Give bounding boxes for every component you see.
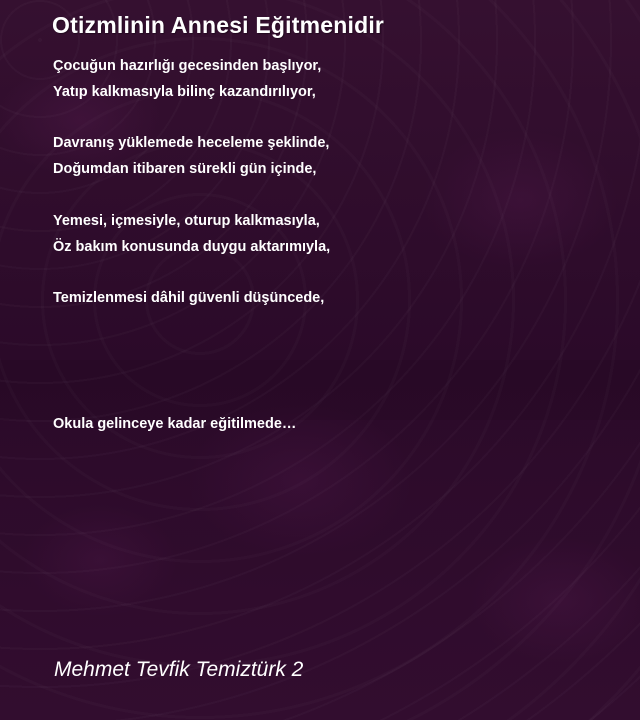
poem-line: Öz bakım konusunda duygu aktarımıyla, (53, 239, 331, 255)
stanza-2 (53, 130, 329, 182)
stanza-3 (53, 208, 330, 260)
poem-line: Davranış yüklemede heceleme şeklinde, (53, 135, 330, 151)
stanza-4 (53, 285, 324, 311)
poem-title: Otizmlinin Annesi Eğitmenidir (52, 12, 385, 38)
stanza-5 (53, 411, 296, 437)
poem-line: Okula gelinceye kadar eğitilmede… (53, 416, 297, 432)
poem-line: Yemesi, içmesiyle, oturup kalkmasıyla, (53, 213, 320, 229)
stanza-1 (53, 53, 321, 105)
poem-author: Mehmet Tevfik Temiztürk 2 (54, 658, 304, 681)
poem-line: Doğumdan itibaren sürekli gün içinde, (53, 161, 317, 177)
poem-line: Çocuğun hazırlığı gecesinden başlıyor, (53, 58, 322, 74)
poem-line: Yatıp kalkmasıyla bilinç kazandırılıyor, (53, 84, 316, 100)
poem-line: Temizlenmesi dâhil güvenli düşüncede, (53, 290, 325, 306)
